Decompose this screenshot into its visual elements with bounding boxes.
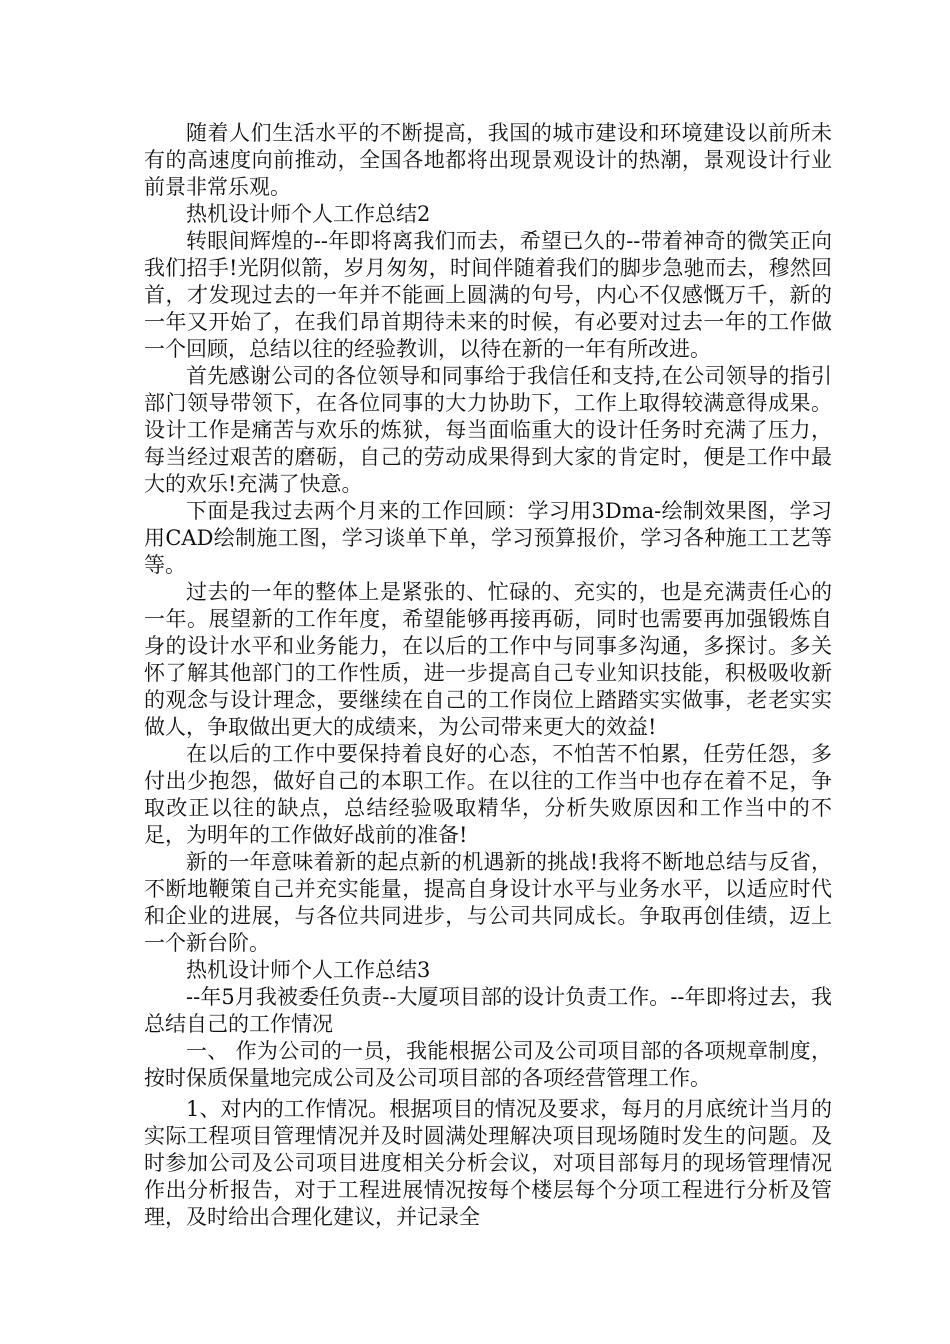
section-heading: 热机设计师个人工作总结3 xyxy=(186,958,431,982)
paragraph: --年5月我被委任负责--大厦项目部的设计负责工作。--年即将过去，我总结自己的工作情况 xyxy=(144,985,832,1036)
paragraph: 下面是我过去两个月来的工作回顾：学习用3Dma-绘制效果图，学习用CAD绘制施工图，学习谈单下单，学习预算报价，学习各种施工工艺等等。 xyxy=(144,499,832,577)
paragraph: 首先感谢公司的各位领导和同事给于我信任和支持,在公司领导的指引部门领导带领下，在各位同事的大力协助下，工作上取得较满意得成果。设计工作是痛苦与欢乐的炼狱，每当面临重大的设计任务时充满了压力，每当经过艰苦的磨砺，自己的劳动成果得到大家的肯定时，便是工作中最大的欢乐!充满了快意。 xyxy=(144,364,832,496)
paragraph: 在以后的工作中要保持着良好的心态，不怕苦不怕累，任劳任怨，多付出少抱怨，做好自己的本职工作。在以往的工作当中也存在着不足，争取改正以往的缺点，总结经验吸取精华，分析失败原因和工作当中的不足，为明年的工作做好战前的准备! xyxy=(144,742,832,847)
paragraph: 过去的一年的整体上是紧张的、忙碌的、充实的，也是充满责任心的一年。展望新的工作年度，希望能够再接再砺，同时也需要再加强锻炼自身的设计水平和业务能力，在以后的工作中与同事多沟通，多探讨。多关怀了解其他部门的工作性质，进一步提高自己专业知识技能，积极吸收新的观念与设计理念，要继续在自己的工作岗位上踏踏实实做事，老老实实做人，争取做出更大的成绩来，为公司带来更大的效益! xyxy=(144,580,832,739)
paragraph: 新的一年意味着新的起点新的机遇新的挑战!我将不断地总结与反省，不断地鞭策自己并充实能量，提高自身设计水平与业务水平，以适应时代和企业的进展，与各位共同进步，与公司共同成长。争取再创佳绩，迈上一个新台阶。 xyxy=(144,850,832,955)
paragraph: 一、 作为公司的一员，我能根据公司及公司项目部的各项规章制度，按时保质保量地完成公司及公司项目部的各项经营管理工作。 xyxy=(144,1039,832,1090)
paragraph: 随着人们生活水平的不断提高，我国的城市建设和环境建设以前所未有的高速度向前推动，全国各地都将出现景观设计的热潮，景观设计行业前景非常乐观。 xyxy=(144,121,832,199)
paragraph: 1、对内的工作情况。根据项目的情况及要求，每月的月底统计当月的实际工程项目管理情况并及时圆满处理解决项目现场随时发生的问题。及时参加公司及公司项目进度相关分析会议，对项目部每月的现场管理情况作出分析报告，对于工程进展情况按每个楼层每个分项工程进行分析及管理，及时给出合理化建议，并记录全 xyxy=(144,1097,832,1229)
paragraph: 转眼间辉煌的--年即将离我们而去，希望已久的--带着神奇的微笑正向我们招手!光阴似箭，岁月匆匆，时间伴随着我们的脚步急驰而去，穆然回首，才发现过去的一年并不能画上圆满的句号，内心不仅感慨万千，新的一年又开始了，在我们昂首期待未来的时候，有必要对过去一年的工作做一个回顾，总结以往的经验教训，以待在新的一年有所改进。 xyxy=(144,229,832,361)
document-page xyxy=(144,120,832,1231)
section-heading: 热机设计师个人工作总结2 xyxy=(186,202,431,226)
